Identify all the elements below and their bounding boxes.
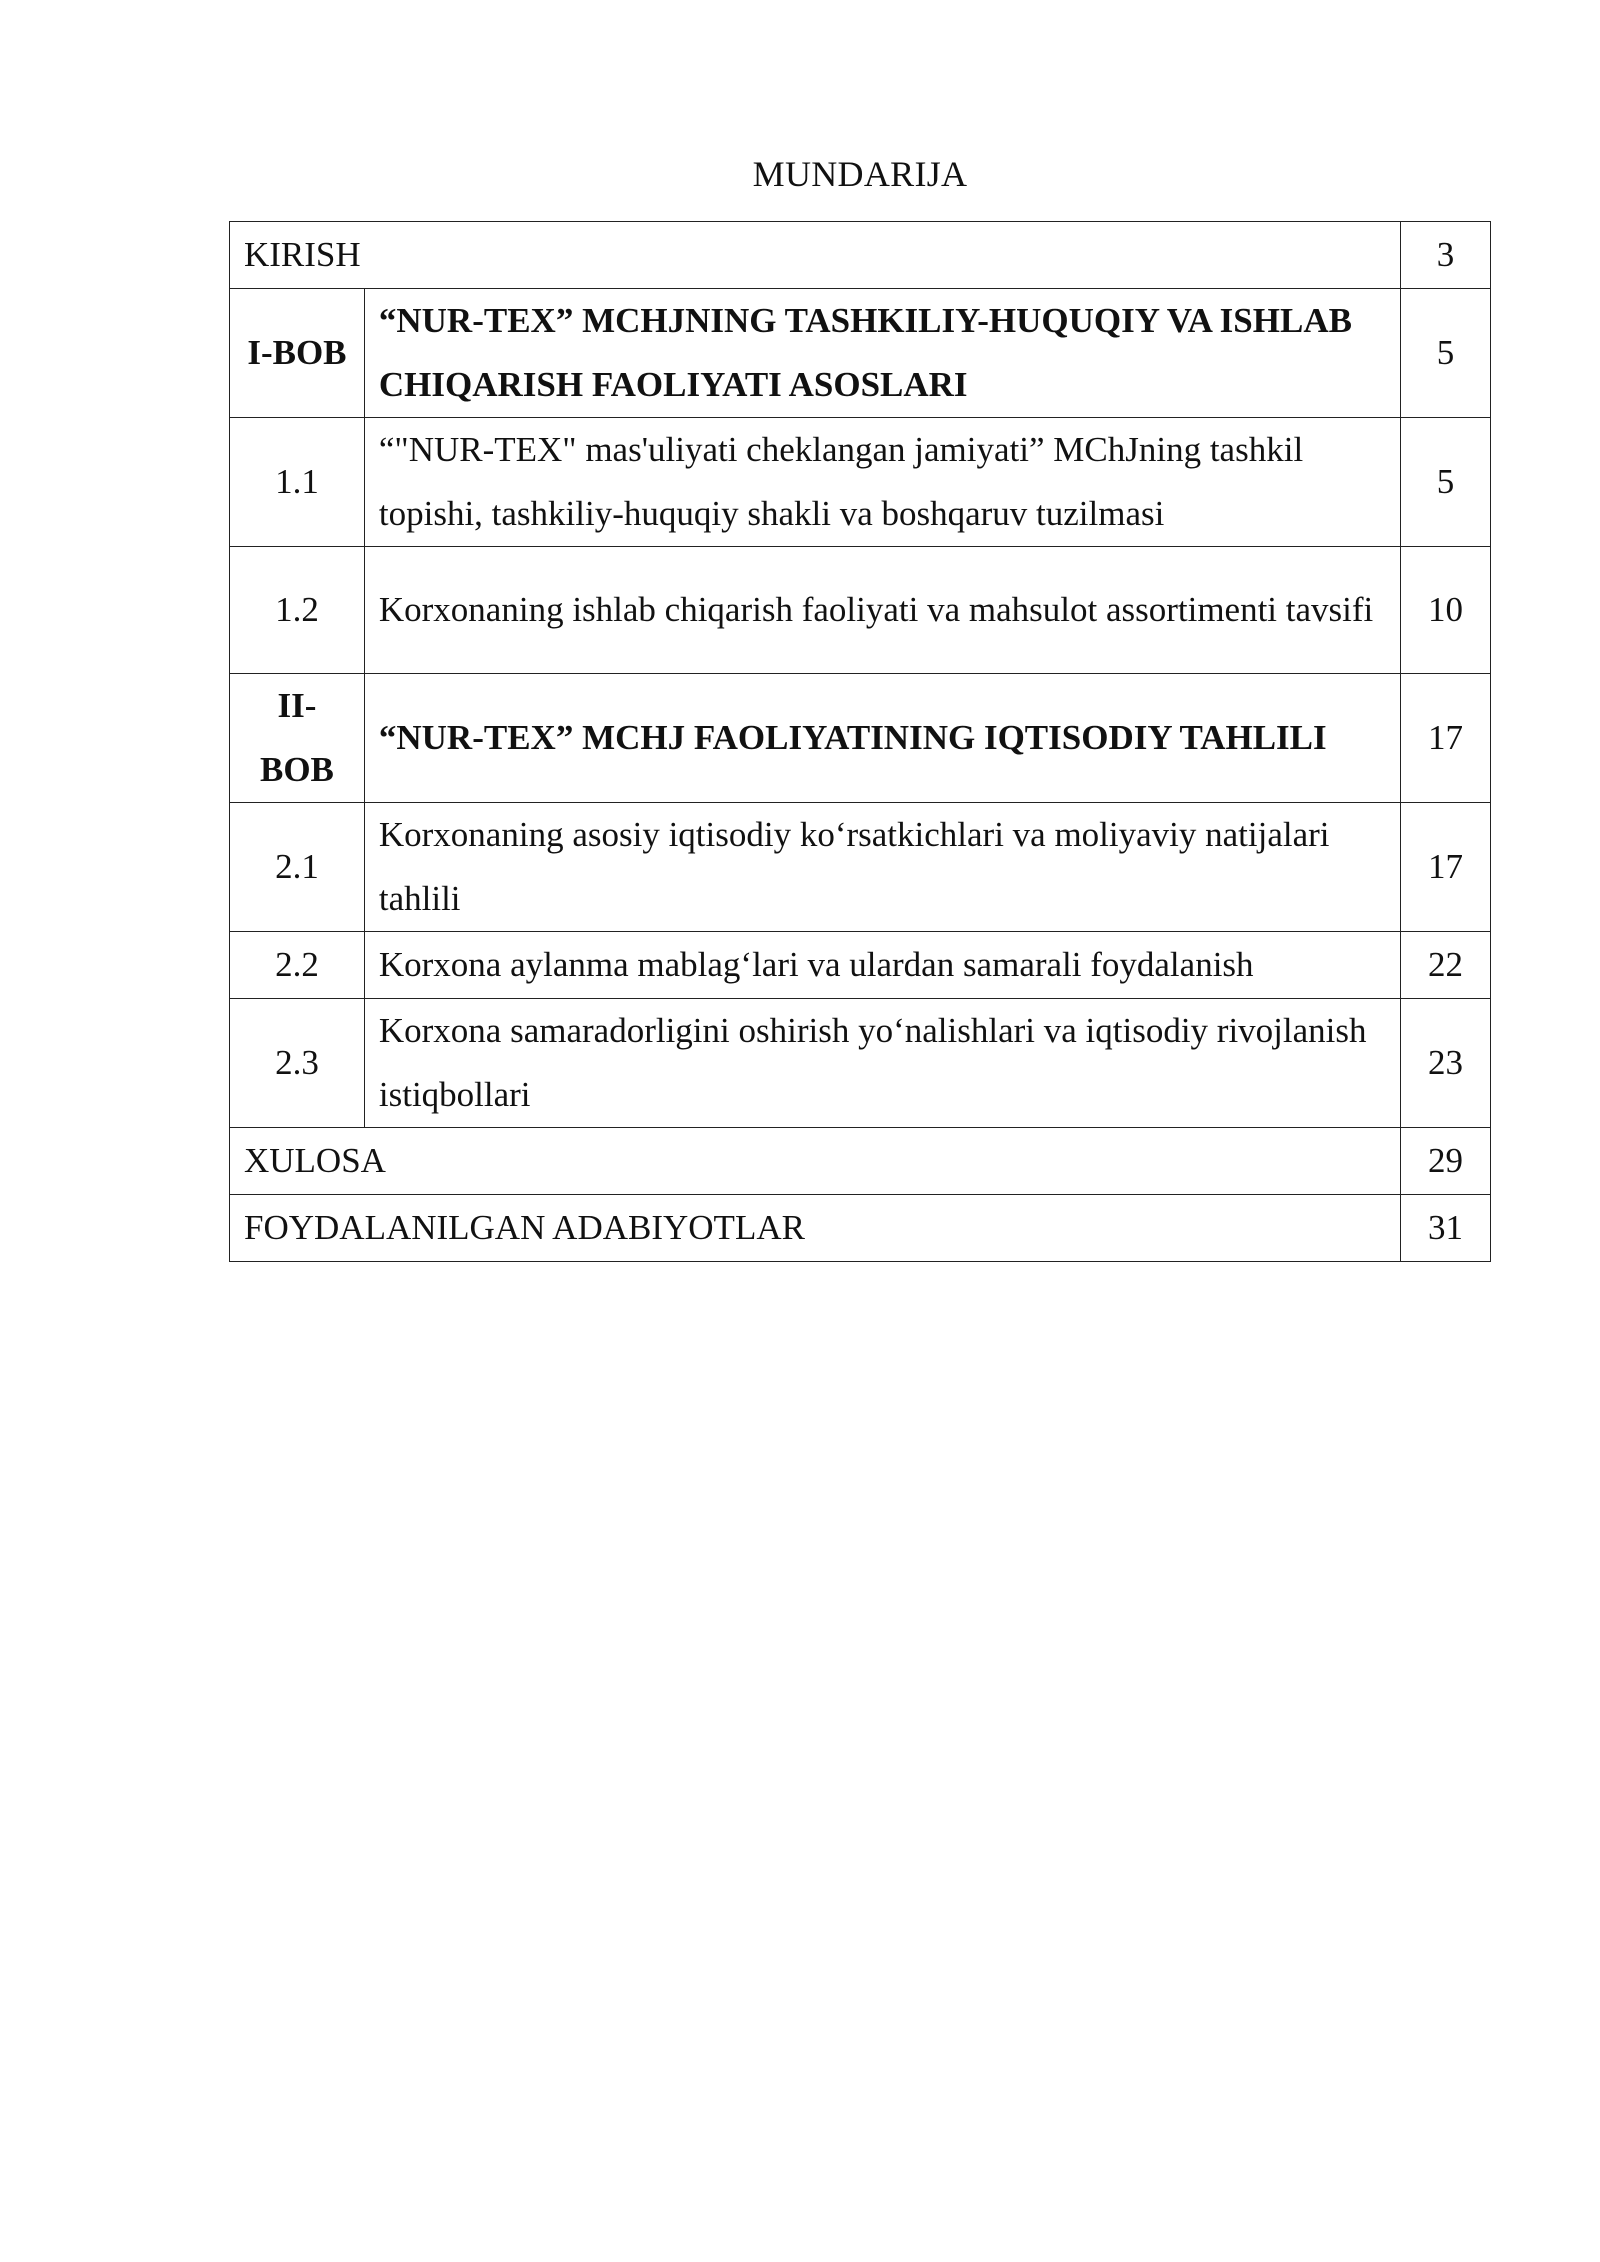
- toc-row-section-2-1: [230, 803, 1491, 932]
- toc-section-number: 1.2: [230, 547, 365, 674]
- toc-row-references: [230, 1195, 1491, 1262]
- toc-section-number: 1.1: [230, 418, 365, 547]
- toc-row-chapter-1: [230, 289, 1491, 418]
- table-of-contents: [229, 221, 1491, 1262]
- toc-chapter-title: “NUR-TEX” MCHJ FAOLIYATINING IQTISODIY TAHLILI: [364, 674, 1400, 803]
- toc-page-number: 31: [1401, 1195, 1491, 1262]
- toc-page-number: 22: [1401, 932, 1491, 999]
- toc-page-number: 17: [1401, 803, 1491, 932]
- toc-section-number: 2.1: [230, 803, 365, 932]
- toc-page-number: 5: [1401, 289, 1491, 418]
- toc-chapter-number: I-BOB: [230, 289, 365, 418]
- toc-row-section-2-2: [230, 932, 1491, 999]
- toc-row-section-2-3: [230, 999, 1491, 1128]
- toc-page-number: 10: [1401, 547, 1491, 674]
- toc-entry-label: FOYDALANILGAN ADABIYOTLAR: [230, 1195, 1401, 1262]
- toc-section-number: 2.2: [230, 932, 365, 999]
- toc-chapter-title: “NUR-TEX” MCHJNING TASHKILIY-HUQUQIY VA ISHLAB CHIQARISH FAOLIYATI ASOSLARI: [364, 289, 1400, 418]
- toc-section-title: Korxona aylanma mablag‘lari va ulardan samarali foydalanish: [364, 932, 1400, 999]
- toc-row-section-1-1: [230, 418, 1491, 547]
- toc-chapter-number: II-BOB: [230, 674, 365, 803]
- toc-page-number: 23: [1401, 999, 1491, 1128]
- toc-section-title: “"NUR-TEX" mas'uliyati cheklangan jamiyati” MChJning tashkil topishi, tashkiliy-huquqiy shakli va boshqaruv tuzilmasi: [364, 418, 1400, 547]
- toc-page-number: 5: [1401, 418, 1491, 547]
- toc-section-title: Korxonaning ishlab chiqarish faoliyati va mahsulot assortimenti tavsifi: [364, 547, 1400, 674]
- toc-row-conclusion: [230, 1128, 1491, 1195]
- toc-entry-label: XULOSA: [230, 1128, 1401, 1195]
- toc-section-title: Korxona samaradorligini oshirish yo‘nalishlari va iqtisodiy rivojlanish istiqbollari: [364, 999, 1400, 1128]
- toc-page-number: 29: [1401, 1128, 1491, 1195]
- toc-section-title: Korxonaning asosiy iqtisodiy ko‘rsatkichlari va moliyaviy natijalari tahlili: [364, 803, 1400, 932]
- page-title: MUNDARIJA: [752, 154, 968, 194]
- toc-page-number: 3: [1401, 222, 1491, 289]
- toc-section-number: 2.3: [230, 999, 365, 1128]
- toc-row-chapter-2: [230, 674, 1491, 803]
- toc-row-section-1-2: [230, 547, 1491, 674]
- toc-page-number: 17: [1401, 674, 1491, 803]
- toc-entry-label: KIRISH: [230, 222, 1401, 289]
- toc-row-intro: [230, 222, 1491, 289]
